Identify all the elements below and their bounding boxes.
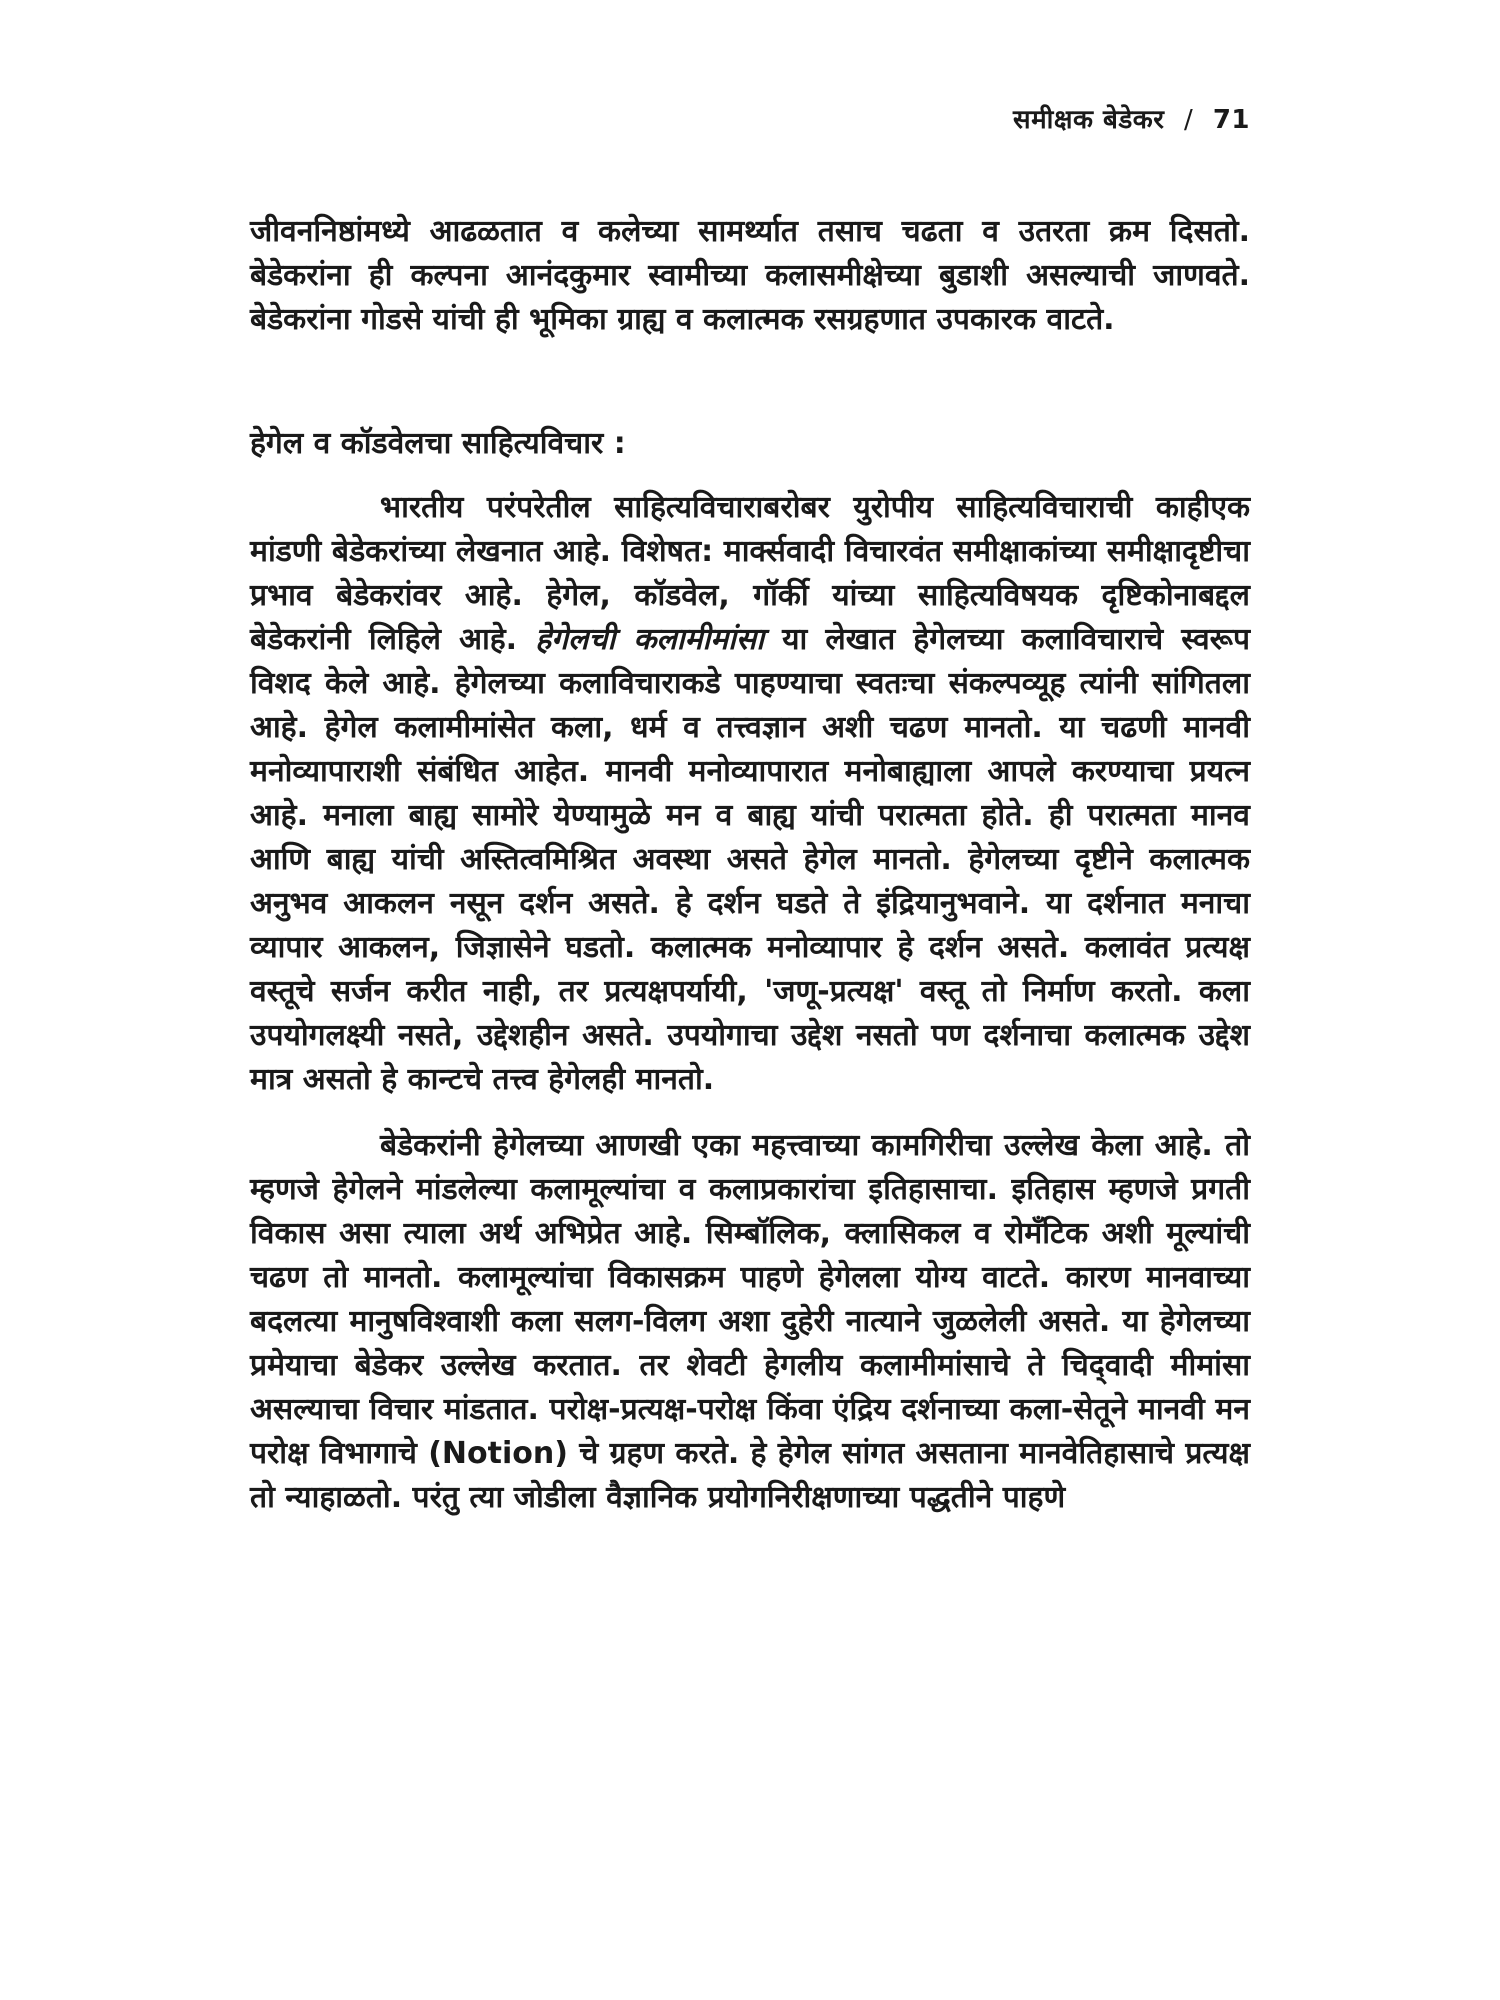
paragraph-text: भारतीय परंपरेतील साहित्यविचाराबरोबर युरोपीय साहित्यविचाराची काहीएक मांडणी बेडेकरांच्या लेखनात आहे. विशेषत: मार्क्सवादी विचारवंत समीक्षाकांच्या समीक्षादृष्टीचा प्रभाव बेडेकरांवर आहे. हेगेल, कॉडवेल, गॉर्की यांच्या साहित्यविषयक दृष्टिकोनाबद्दल बेडेकरांनी लिहिले आहे. <box>250 490 1250 657</box>
running-title: समीक्षक बेडेकर <box>1013 105 1165 135</box>
paragraph-hegel-caudwell <box>250 486 1250 1102</box>
section-heading: हेगेल व कॉडवेलचा साहित्यविचार : <box>250 426 626 461</box>
running-header <box>1013 100 1250 136</box>
paragraph-continuation: जीवननिष्ठांमध्ये आढळतात व कलेच्या सामर्थ्यात तसाच चढता व उतरता क्रम दिसतो. बेडेकरांना ही कल्पना आनंदकुमार स्वामीच्या कलासमीक्षेच्या बुडाशी असल्याची जाणवते. बेडेकरांना गोडसे यांची ही भूमिका ग्राह्य व कलात्मक रसग्रहणात उपकारक वाटते. <box>250 214 1250 337</box>
header-separator: / <box>1183 105 1194 135</box>
page-number: 71 <box>1212 105 1250 135</box>
paragraph-hegel-history: बेडेकरांनी हेगेलच्या आणखी एका महत्त्वाच्या कामगिरीचा उल्लेख केला आहे. तो म्हणजे हेगेलने मांडलेल्या कलामूल्यांचा व कलाप्रकारांचा इतिहासाचा. इतिहास म्हणजे प्रगती विकास असा त्याला अर्थ अभिप्रेत आहे. सिम्बॉलिक, क्लासिकल व रोमँटिक अशी मूल्यांची चढण तो मानतो. कलामूल्यांचा विकासक्रम पाहणे हेगेलला योग्य वाटते. कारण मानवाच्या बदलत्या मानुषविश्वाशी कला सलग-विलग अशा दुहेरी नात्याने जुळलेली असते. या हेगेलच्या प्रमेयाचा बेडेकर उल्लेख करतात. तर शेवटी हेगलीय कलामीमांसाचे ते चिद्‌वादी मीमांसा असल्याचा विचार मांडतात. परोक्ष-प्रत्यक्ष-परोक्ष किंवा एंद्रिय दर्शनाच्या कला-सेतूने मानवी मन परोक्ष विभागाचे (Notion) चे ग्रहण करते. हे हेगेल सांगत असताना मानवेतिहासाचे प्रत्यक्ष तो न्याहाळतो. परंतु त्या जोडीला वैज्ञानिक प्रयोगनिरीक्षणाच्या पद्धतीने पाहणे <box>250 1128 1250 1515</box>
page-body <box>250 210 1250 1520</box>
article-title-italic: हेगेलची कलामीमांसा <box>535 622 764 657</box>
paragraph-text: या लेखात हेगेलच्या कलाविचाराचे स्वरूप विशद केले आहे. हेगेलच्या कलाविचाराकडे पाहण्याचा स्वतःचा संकल्पव्यूह त्यांनी सांगितला आहे. हेगेल कलामीमांसेत कला, धर्म व तत्त्वज्ञान अशी चढण मानतो. या चढणी मानवी मनोव्यापाराशी संबंधित आहेत. मानवी मनोव्यापारात मनोबाह्याला आपले करण्याचा प्रयत्न आहे. मनाला बाह्य सामोरे येण्यामुळे मन व बाह्य यांची परात्मता होते. ही परात्मता मानव आणि बाह्य यांची अस्तित्वमिश्रित अवस्था असते हेगेल मानतो. हेगेलच्या दृष्टीने कलात्मक अनुभव आकलन नसून दर्शन असते. हे दर्शन घडते ते इंद्रियानुभवाने. या दर्शनात मनाचा व्यापार आकलन, जिज्ञासेने घडतो. कलात्मक मनोव्यापार हे दर्शन असते. कलावंत प्रत्यक्ष वस्तूचे सर्जन करीत नाही, तर प्रत्यक्षपर्यायी, 'जणू-प्रत्यक्ष' वस्तू तो निर्माण करतो. कला उपयोगलक्ष्यी नसते, उद्देशहीन असते. उपयोगाचा उद्देश नसतो पण दर्शनाचा कलात्मक उद्देश मात्र असतो हे कान्टचे तत्त्व हेगेलही मानतो. <box>250 622 1250 1097</box>
